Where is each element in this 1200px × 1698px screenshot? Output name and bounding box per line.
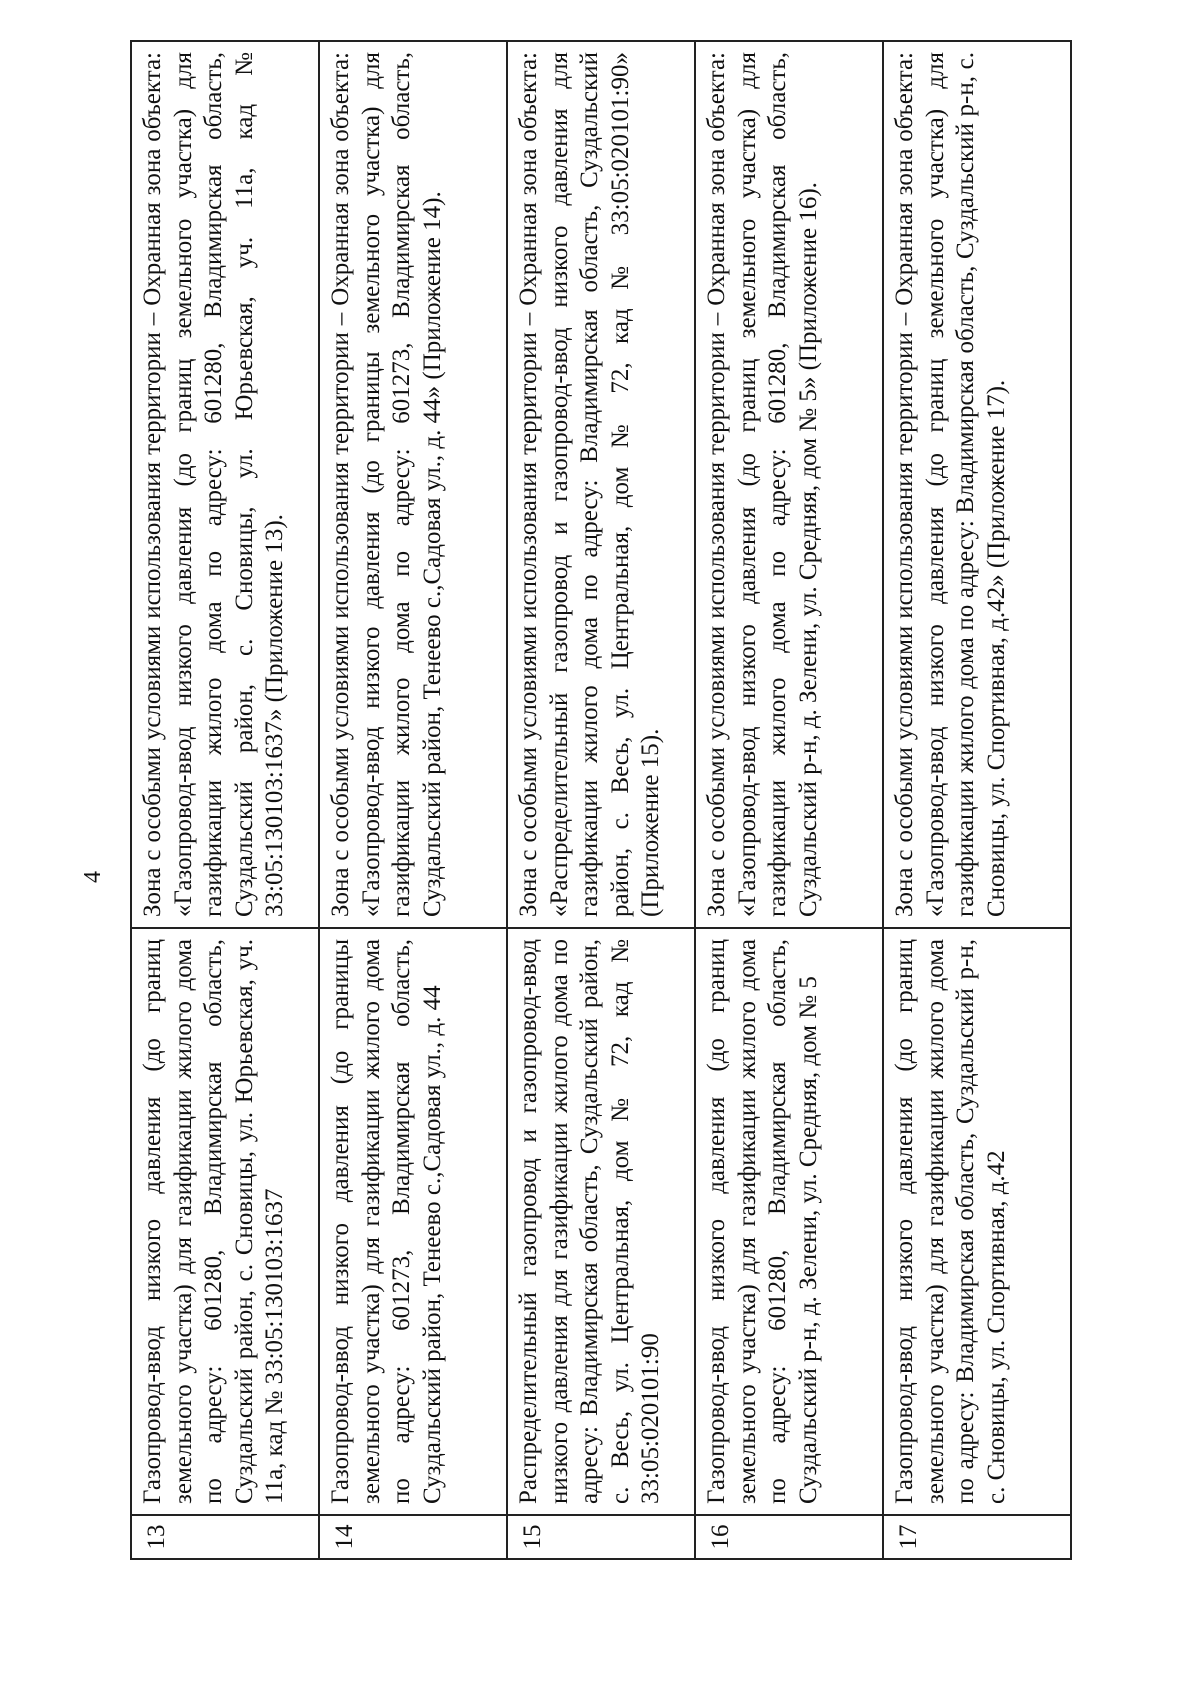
page-number: 4 xyxy=(80,871,106,883)
zone-description: Зона с особыми условиями использования территории – Охранная зона объекта: «Газопровод-ввод низкого давления (до границ земельного участка) для газификации жилого дома по адресу: 601280, Владимирская область, Суздальский район, с. Сновицы, ул. Юрьевская, уч. 11а, кад № 33:05:130103:1637» (Приложение 13). xyxy=(131,41,319,928)
table-row xyxy=(507,41,695,1559)
object-description: Газопровод-ввод низкого давления (до границы земельного участка) для газификации жилого дома по адресу: 601273, Владимирская область, Суздальский район, Тенеево с.,Садовая ул., д. 44 xyxy=(319,928,507,1515)
table-row xyxy=(695,41,883,1559)
object-description: Газопровод-ввод низкого давления (до границ земельного участка) для газификации жилого дома по адресу: 601280, Владимирская область, Суздальский район, с. Сновицы, ул. Юрьевская, уч. 11а, кад № 33:05:130103:1637 xyxy=(131,928,319,1515)
row-number: 17 xyxy=(883,1515,1071,1559)
zone-description: Зона с особыми условиями использования территории – Охранная зона объекта: «Газопровод-ввод низкого давления (до границ земельного участка) для газификации жилого дома по адресу: 601280, Владимирская область, Суздальский р-н, д. Зелени, ул. Средняя, дом № 5» (Приложение 16). xyxy=(695,41,883,928)
zones-table xyxy=(130,40,1072,1560)
zone-description: Зона с особыми условиями использования территории – Охранная зона объекта: «Распределительный газопровод и газопровод-ввод низкого давления для газификации жилого дома по адресу: Владимирская область, Суздальский район, с. Весь, ул. Центральная, дом № 72, кад № 33:05:020101:90» (Приложение 15). xyxy=(507,41,695,928)
row-number: 13 xyxy=(131,1515,319,1559)
table-row xyxy=(883,41,1071,1559)
object-description: Газопровод-ввод низкого давления (до границ земельного участка) для газификации жилого дома по адресу: Владимирская область, Суздальский р-н, с. Сновицы, ул. Спортивная, д.42 xyxy=(883,928,1071,1515)
table-row xyxy=(131,41,319,1559)
object-description: Газопровод-ввод низкого давления (до границ земельного участка) для газификации жилого дома по адресу: 601280, Владимирская область, Суздальский р-н, д. Зелени, ул. Средняя, дом № 5 xyxy=(695,928,883,1515)
zone-description: Зона с особыми условиями использования территории – Охранная зона объекта: «Газопровод-ввод низкого давления (до границы земельного участка) для газификации жилого дома по адресу: 601273, Владимирская область, Суздальский район, Тенеево с.,Садовая ул., д. 44» (Приложение 14). xyxy=(319,41,507,928)
zones-table-rotated xyxy=(130,40,1070,1560)
table-row xyxy=(319,41,507,1559)
row-number: 14 xyxy=(319,1515,507,1559)
row-number: 15 xyxy=(507,1515,695,1559)
row-number: 16 xyxy=(695,1515,883,1559)
zone-description: Зона с особыми условиями использования территории – Охранная зона объекта: «Газопровод-ввод низкого давления (до границ земельного участка) для газификации жилого дома по адресу: Владимирская область, Суздальский р-н, с. Сновицы, ул. Спортивная, д.42» (Приложение 17). xyxy=(883,41,1071,928)
object-description: Распределительный газопровод и газопровод-ввод низкого давления для газификации жилого дома по адресу: Владимирская область, Суздальский район, с. Весь, ул. Центральная, дом № 72, кад № 33:05:020101:90 xyxy=(507,928,695,1515)
